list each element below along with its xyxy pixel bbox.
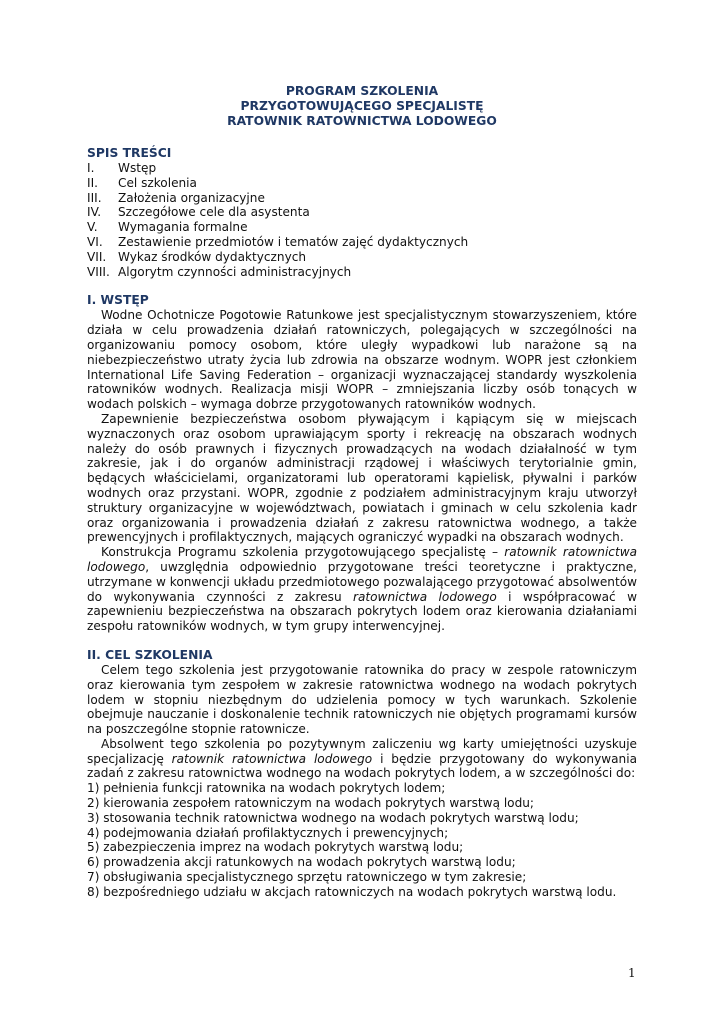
toc-item: [87, 265, 637, 280]
toc-item: [87, 205, 637, 220]
toc-heading: SPIS TREŚCI: [87, 146, 172, 160]
list-item: 8) bezpośredniego udziału w akcjach ratowniczych na wodach pokrytych warstwą lodu.: [87, 884, 617, 899]
toc-item-number: I.: [87, 161, 95, 175]
title-line-3: RATOWNIK RATOWNICTWA LODOWEGO: [227, 114, 497, 128]
toc-item-number: V.: [87, 220, 98, 235]
toc-item-number: VIII.: [87, 264, 110, 279]
list-item: 3) stosowania technik ratownictwa wodnego na wodach pokrytych warstwą lodu;: [87, 810, 579, 825]
intro-p3-italic-b: ratownictwa lodowego: [353, 589, 497, 604]
list-item: 7) obsługiwania specjalistycznego sprzętu ratowniczego w tym zakresie;: [87, 870, 527, 885]
toc-item-label: Szczegółowe cele dla asystenta: [118, 205, 310, 220]
intro-paragraph-3: [87, 545, 637, 634]
intro-p3-text-a: Konstrukcja Programu szkolenia przygotowującego specjalistę –: [101, 545, 505, 560]
table-of-contents: [87, 161, 637, 279]
toc-item: [87, 250, 637, 265]
list-item: 5) zabezpieczenia imprez na wodach pokrytych warstwą lodu;: [87, 840, 464, 855]
page-number: 1: [628, 966, 636, 980]
toc-item-label: Wymagania formalne: [118, 220, 248, 235]
section-heading-goal: II. CEL SZKOLENIA: [87, 647, 213, 662]
intro-paragraph-1: Wodne Ochotnicze Pogotowie Ratunkowe jest specjalistycznym stowarzyszeniem, które działa w celu prowadzenia działań ratowniczych, polegających w szczególności na organizowaniu pomocy osobom, które uległy wypadkowi lub narażone są na niebezpieczeństwo utraty życia lub zdrowia na obszarze wodnym. WOPR jest członkiem International Life Saving Federation – organizacji wyznaczającej standardy wyszkolenia ratowników wodnych. Realizacja misji WOPR – zmniejszania liczby osób tonących w wodach polskich – wymaga dobrze przygotowanych ratowników wodnych.: [87, 308, 637, 412]
toc-item: [87, 191, 637, 206]
document-title: [87, 84, 637, 129]
goal-p2-text-b: i będzie przygotowany do wykonywania zadań z zakresu ratownictwa wodnego na wodach pokrytych lodem, a w szczególności do:: [87, 751, 637, 781]
title-line-2: PRZYGOTOWUJĄCEGO SPECJALISTĘ: [240, 99, 484, 113]
list-item: 4) podejmowania działań profilaktycznych i prewencyjnych;: [87, 825, 449, 840]
toc-item: [87, 220, 637, 235]
intro-p3-text-c: i współpracować w zapewnieniu bezpieczeństwa na obszarach pokrytych lodem oraz kierowania działaniami zespołu ratowników wodnych, w tym grupy interwencyjnej.: [87, 589, 637, 634]
toc-item-label: Wykaz środków dydaktycznych: [118, 249, 307, 264]
list-item: 6) prowadzenia akcji ratunkowych na wodach pokrytych warstwą lodu;: [87, 855, 516, 870]
goal-p2-italic: ratownik ratownictwa lodowego: [171, 751, 373, 766]
list-item: 2) kierowania zespołem ratowniczym na wodach pokrytych warstwą lodu;: [87, 796, 534, 811]
title-line-1: PROGRAM SZKOLENIA: [285, 84, 439, 98]
goal-paragraph-2: [87, 737, 637, 781]
section-heading-intro: I. WSTĘP: [87, 293, 149, 308]
toc-item-number: VI.: [87, 234, 103, 249]
toc-item-number: III.: [87, 190, 102, 205]
goal-list: [87, 781, 637, 899]
toc-item: [87, 176, 637, 191]
intro-p3-italic-a: ratownik ratownictwa lodowego: [87, 545, 637, 574]
goal-p2-text-a: Absolwent tego szkolenia po pozytywnym zaliczeniu wg karty umiejętności uzyskuje specjalizację: [87, 736, 637, 766]
toc-item-number: II.: [87, 175, 98, 190]
goal-paragraph-1: Celem tego szkolenia jest przygotowanie ratownika do pracy w zespole ratowniczym oraz kierowania tym zespołem w zakresie ratownictwa wodnego na wodach pokrytych lodem w stopniu niezbędnym do udzielenia pomocy w tych warunkach. Szkolenie obejmuje nauczanie i doskonalenie technik ratowniczych nie objętych programami kursów na poszczególne stopnie ratownicze.: [87, 662, 637, 737]
toc-item-label: Wstęp: [118, 161, 157, 175]
toc-item: [87, 161, 637, 176]
toc-item: [87, 235, 637, 250]
document-body: [87, 84, 637, 900]
toc-item-label: Algorytm czynności administracyjnych: [118, 264, 352, 279]
toc-item-label: Zestawienie przedmiotów i tematów zajęć dydaktycznych: [118, 234, 469, 249]
toc-item-label: Cel szkolenia: [118, 175, 197, 190]
intro-p3-text-b: , uwzględnia odpowiednio przygotowane treści teoretyczne i praktyczne, utrzymane w konwencji układu przedmiotowego pozwalającego przygotować absolwentów do wykonywania czynności z zakresu: [87, 559, 637, 604]
list-item: 1) pełnienia funkcji ratownika na wodach pokrytych lodem;: [87, 781, 446, 796]
toc-item-label: Założenia organizacyjne: [118, 190, 265, 205]
toc-item-number: IV.: [87, 205, 102, 220]
toc-item-number: VII.: [87, 249, 107, 264]
intro-paragraph-2: Zapewnienie bezpieczeństwa osobom pływającym i kąpiącym się w miejscach wyznaczonych oraz osobom uprawiającym sporty i rekreację na obszarach wodnych należy do osób prawnych i fizycznych prowadzących na wodach działalność w tym zakresie, jak i do organów administracji rządowej i właściwych terytorialnie gmin, będących właścicielami, organizatorami lub operatorami kąpielisk, pływalni i parków wodnych oraz przystani. WOPR, zgodnie z podziałem administracyjnym kraju utworzył struktury organizacyjne w województwach, powiatach i gminach w celu szkolenia kadr oraz organizowania i prowadzenia działań z zakresu ratownictwa wodnego, a także prewencyjnych i profilaktycznych, mających ograniczyć wypadki na obszarach wodnych.: [87, 411, 637, 545]
